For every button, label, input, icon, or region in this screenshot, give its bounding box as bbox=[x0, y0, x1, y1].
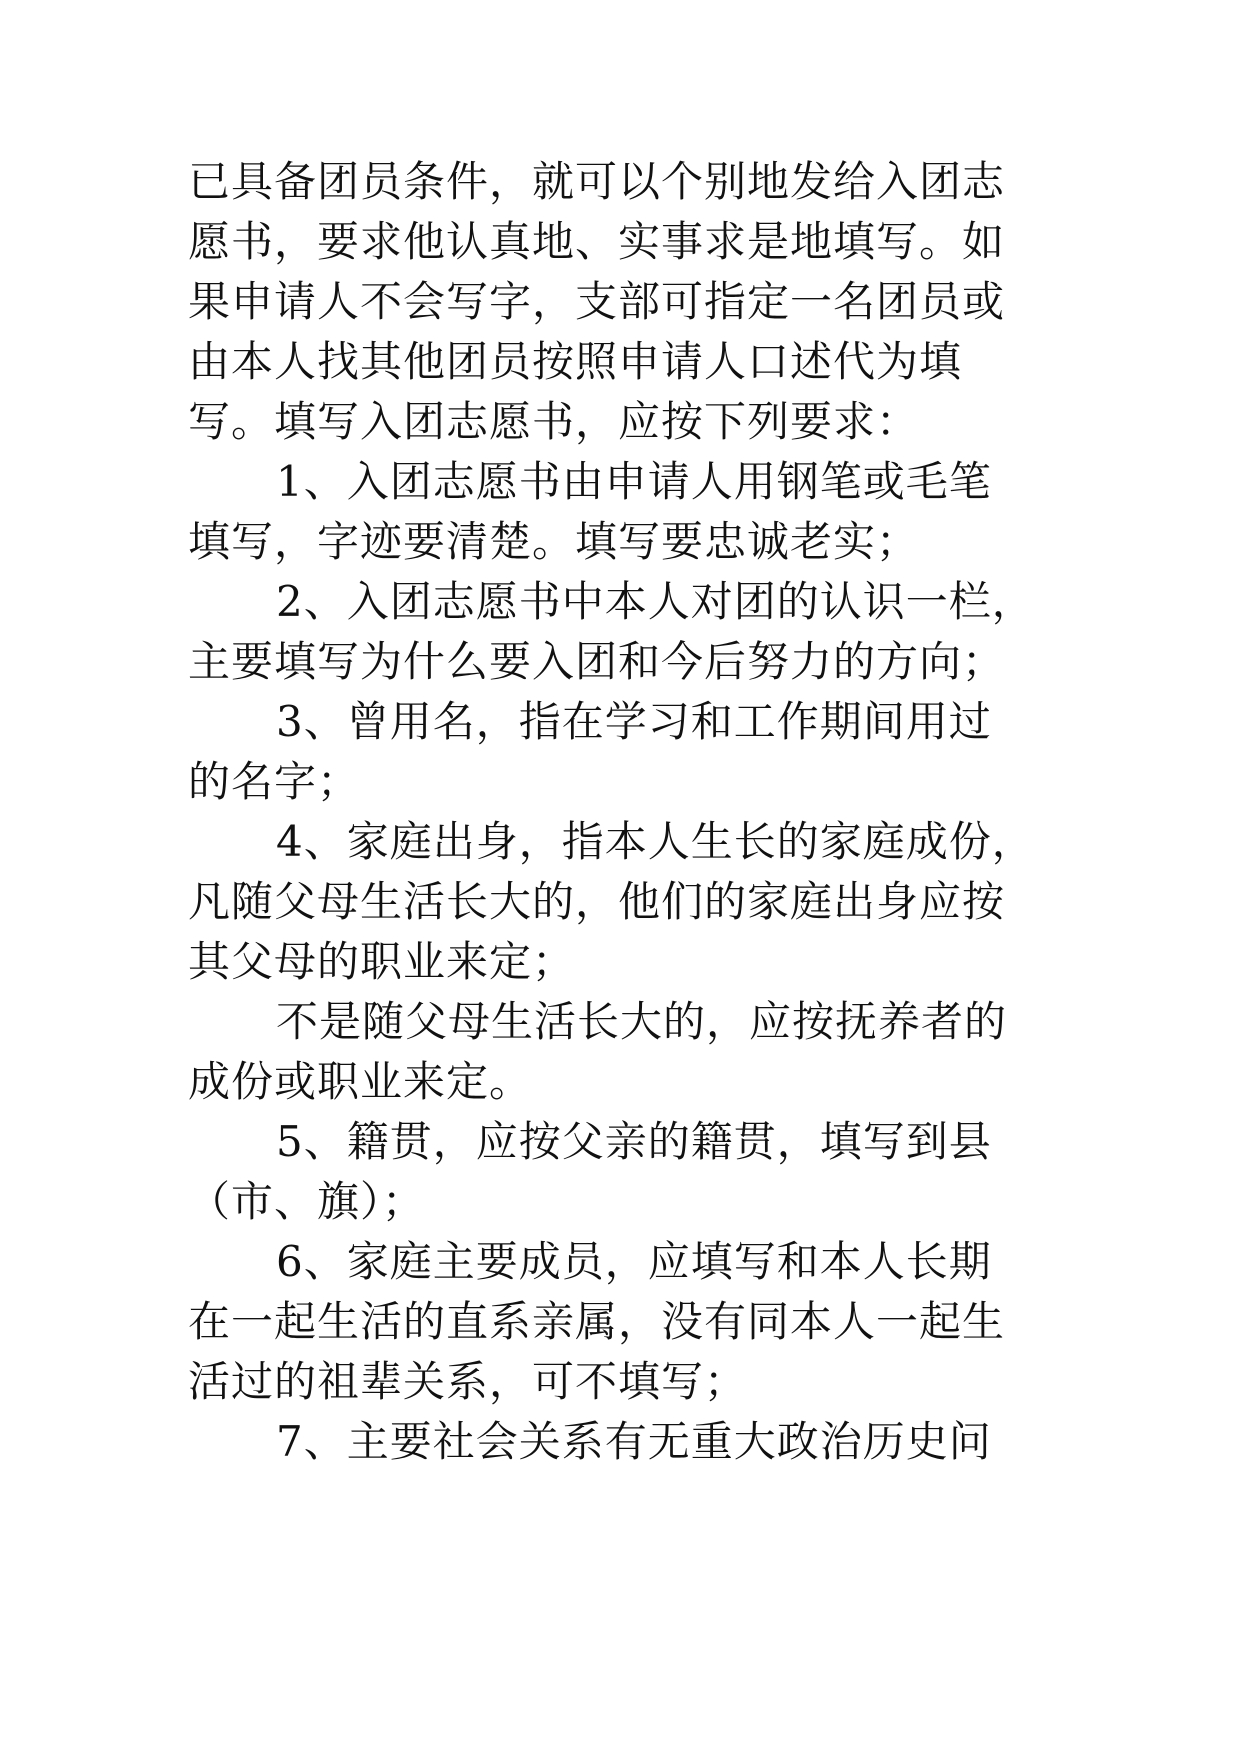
text-line: 由本人找其他团员按照申请人口述代为填 bbox=[188, 337, 963, 386]
text-line: 愿书，要求他认真地、实事求是地填写。如 bbox=[188, 217, 1006, 266]
text-line: 2、入团志愿书中本人对团的认识一栏， bbox=[276, 577, 1035, 626]
text-line: 1、入团志愿书由申请人用钢笔或毛笔 bbox=[276, 457, 992, 506]
text-line: 填写，字迹要清楚。填写要忠诚老实； bbox=[188, 517, 920, 566]
document-body bbox=[188, 152, 1068, 1472]
text-line: 在一起生活的直系亲属，没有同本人一起生 bbox=[188, 1297, 1006, 1346]
text-line: 5、籍贯，应按父亲的籍贯，填写到县 bbox=[276, 1117, 992, 1166]
text-line: 已具备团员条件，就可以个别地发给入团志 bbox=[188, 157, 1006, 206]
text-line: 不是随父母生活长大的，应按抚养者的 bbox=[276, 997, 1008, 1046]
text-line: 写。填写入团志愿书，应按下列要求： bbox=[188, 397, 920, 446]
text-line: 果申请人不会写字，支部可指定一名团员或 bbox=[188, 277, 1006, 326]
text-line: 3、曾用名，指在学习和工作期间用过 bbox=[276, 697, 992, 746]
text-line: 其父母的职业来定； bbox=[188, 937, 576, 986]
text-line: 4、家庭出身，指本人生长的家庭成份， bbox=[276, 817, 1035, 866]
text-line: 成份或职业来定。 bbox=[188, 1057, 533, 1106]
text-line: 6、家庭主要成员，应填写和本人长期 bbox=[276, 1237, 992, 1286]
text-line: 主要填写为什么要入团和今后努力的方向； bbox=[188, 637, 1006, 686]
text-line: 凡随父母生活长大的，他们的家庭出身应按 bbox=[188, 877, 1006, 926]
text-line: 活过的祖辈关系，可不填写； bbox=[188, 1357, 748, 1406]
text-line: 的名字； bbox=[188, 757, 361, 806]
text-line: （市、旗）； bbox=[188, 1177, 426, 1226]
text-line: 7、主要社会关系有无重大政治历史问 bbox=[276, 1417, 992, 1466]
